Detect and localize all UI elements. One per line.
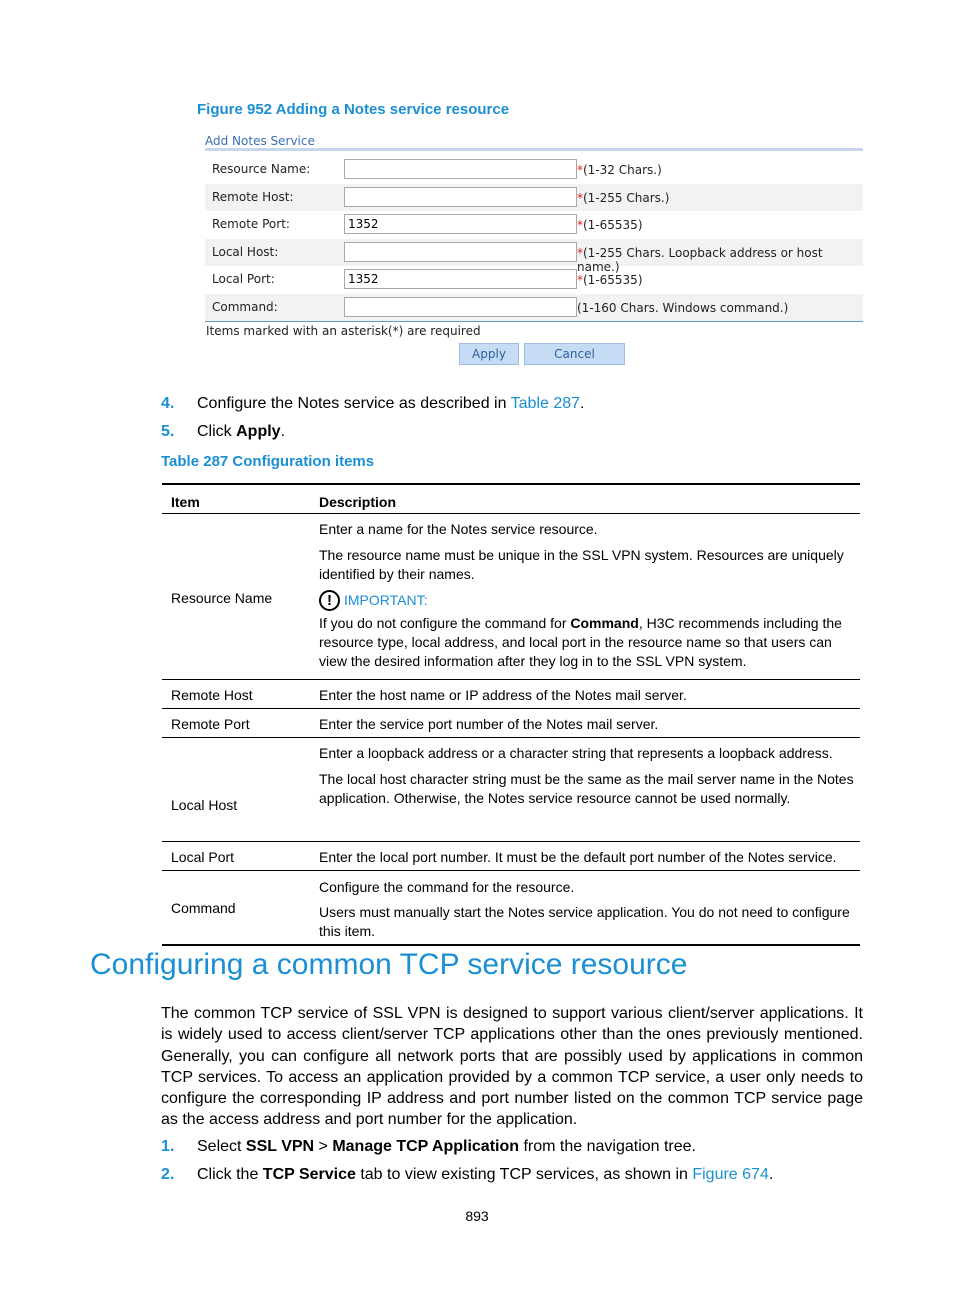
step-number: 2. xyxy=(161,1166,175,1183)
field-label: Command: xyxy=(212,299,278,314)
page-number: 893 xyxy=(465,1208,489,1224)
table-row xyxy=(162,709,860,738)
local-host-input[interactable] xyxy=(344,242,577,262)
required-asterisk: * xyxy=(577,218,583,232)
table-header xyxy=(162,483,860,514)
field-hint: *(1-255 Chars. Loopback address or host name.) xyxy=(577,245,823,274)
form-row-remote-port xyxy=(205,211,863,239)
form-title: Add Notes Service xyxy=(205,133,863,151)
form-row-remote-host xyxy=(205,184,863,212)
step-text: Click the TCP Service tab to view existing TCP services, as shown in Figure 674. xyxy=(197,1166,774,1183)
row-item: Command xyxy=(171,900,236,916)
step-text: Click Apply. xyxy=(197,423,286,440)
row-description: Configure the command for the resource. Users must manually start the Notes service application. You do not need to configure this item. xyxy=(319,879,850,939)
field-label: Remote Port: xyxy=(212,217,290,231)
step-number: 1. xyxy=(161,1138,175,1155)
figure-caption: Figure 952 Adding a Notes service resource xyxy=(197,101,510,118)
field-hint: *(1-32 Chars.) xyxy=(577,163,662,177)
remote-port-input[interactable]: 1352 xyxy=(344,214,577,234)
table-row xyxy=(162,842,860,871)
required-note: Items marked with an asterisk(*) are required xyxy=(206,324,481,338)
field-hint: *(1-255 Chars.) xyxy=(577,190,670,205)
field-hint: (1-160 Chars. Windows command.) xyxy=(577,300,789,315)
header-description: Description xyxy=(319,494,397,510)
step-number: 4. xyxy=(161,395,175,412)
form-row-local-port xyxy=(205,266,863,294)
step-text: Configure the Notes service as described in Table 287. xyxy=(197,395,585,412)
row-item: Remote Host xyxy=(171,687,253,703)
required-asterisk: * xyxy=(577,273,583,287)
row-description: Enter the host name or IP address of the Notes mail server. xyxy=(319,687,687,703)
field-hint: *(1-65535) xyxy=(577,273,643,287)
command-input[interactable] xyxy=(344,297,577,317)
required-asterisk: * xyxy=(577,245,583,260)
table-row xyxy=(162,514,860,680)
table-row xyxy=(162,680,860,709)
field-label: Remote Host: xyxy=(212,189,294,204)
row-item: Resource Name xyxy=(171,590,273,606)
row-description: Enter the service port number of the Notes mail server. xyxy=(319,716,659,732)
step-text: Select SSL VPN > Manage TCP Application from the navigation tree. xyxy=(197,1138,696,1155)
cancel-button[interactable]: Cancel xyxy=(524,343,625,365)
form-divider xyxy=(205,321,863,322)
field-label: Local Port: xyxy=(212,272,275,286)
important-notice: ! IMPORTANT: xyxy=(319,590,428,611)
step-number: 5. xyxy=(161,423,175,440)
configuration-table xyxy=(162,483,860,946)
table-row xyxy=(162,871,860,946)
table-caption: Table 287 Configuration items xyxy=(161,453,375,470)
row-item: Local Host xyxy=(171,797,238,813)
row-description: Enter a loopback address or a character string that represents a loopback address. The local host character string must be the same as the mail server name in the Notes application. Otherwise, the Notes service resource cannot be used normally. xyxy=(319,745,854,806)
required-asterisk: * xyxy=(577,163,583,177)
important-icon: ! xyxy=(319,590,340,611)
row-item: Local Port xyxy=(171,849,235,865)
form-row-command xyxy=(205,294,863,322)
field-label: Local Host: xyxy=(212,244,279,259)
field-hint: *(1-65535) xyxy=(577,218,643,232)
resource-name-input[interactable] xyxy=(344,159,577,179)
form-row-local-host xyxy=(205,239,863,274)
body-paragraph: The common TCP service of SSL VPN is designed to support various client/server applications. It is widely used to access client/server TCP applications other than the ones previously mentioned. Generally, you can configure all network ports that are possibly used by applications in common TCP services. To access an application provided by a common TCP service, a user only needs to configure the corresponding IP address and port number listed on the common TCP service page as the access address and port number for the application. xyxy=(161,1005,863,1129)
local-port-input[interactable]: 1352 xyxy=(344,269,577,289)
remote-host-input[interactable] xyxy=(344,187,577,207)
figure-674-link[interactable]: Figure 674 xyxy=(692,1166,769,1183)
section-title: Configuring a common TCP service resource xyxy=(90,948,688,981)
table-287-link[interactable]: Table 287 xyxy=(510,395,581,412)
header-item: Item xyxy=(171,494,200,510)
apply-button[interactable]: Apply xyxy=(459,343,519,365)
row-item: Remote Port xyxy=(171,716,250,732)
row-description: Enter a name for the Notes service resource. The resource name must be unique in the SSL VPN system. Resources are uniquely identified by their names. ! IMPORTANT: If you do not configure the command for Command, H3C recommends including the resource type, local address, and local port in the resource name so that users can view the desired information after they log in to the SSL VPN system. xyxy=(319,521,844,669)
field-label: Resource Name: xyxy=(212,162,311,176)
add-notes-service-form xyxy=(205,133,863,361)
table-row xyxy=(162,738,860,842)
required-asterisk: * xyxy=(577,190,583,205)
row-description: Enter the local port number. It must be the default port number of the Notes service. xyxy=(319,849,837,865)
form-row-resource-name xyxy=(205,156,863,184)
